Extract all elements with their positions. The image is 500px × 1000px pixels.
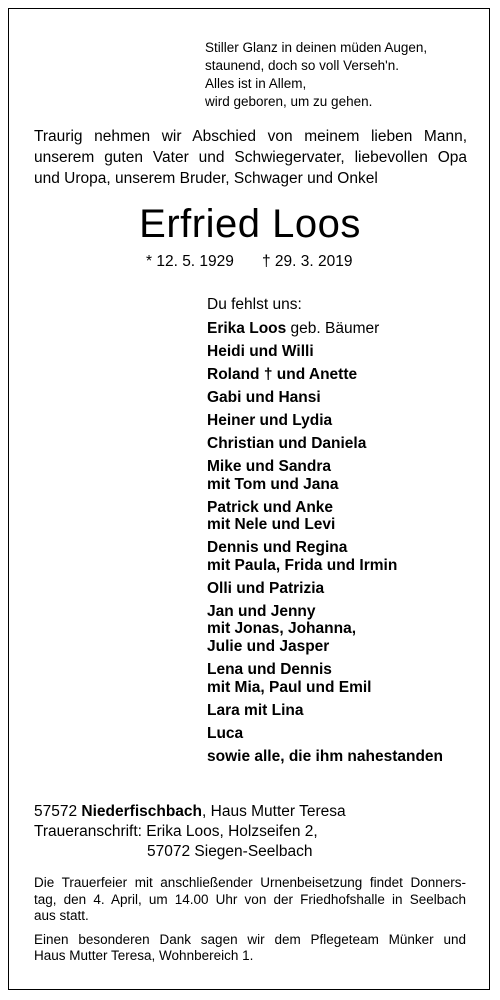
intro-line: und Uropa, unserem Bruder, Schwager und Onkel bbox=[34, 170, 378, 187]
thanks-paragraph bbox=[34, 932, 466, 965]
poem-line: Alles ist in Allem, bbox=[205, 76, 307, 91]
mourner-group bbox=[207, 499, 443, 534]
poem-line: Stiller Glanz in deinen müden Augen, bbox=[205, 40, 428, 55]
mourner-line: Patrick und Anke bbox=[207, 498, 334, 516]
mourner-group bbox=[207, 702, 443, 720]
mourner-group bbox=[207, 725, 443, 743]
mourner-group bbox=[207, 435, 443, 453]
mourning-city: 57072 Siegen-Seelbach bbox=[147, 843, 313, 860]
mourner-group bbox=[207, 343, 443, 361]
mourner-line: mit Jonas, Johanna, bbox=[207, 620, 357, 638]
mourner-group bbox=[207, 366, 443, 384]
mourner-line: sowie alle, die ihm nahestanden bbox=[207, 747, 444, 765]
wife-maiden-name: geb. Bäumer bbox=[286, 319, 380, 337]
location-line bbox=[34, 802, 346, 822]
mourner-line: Mike und Sandra bbox=[207, 458, 332, 476]
mourning-address: Traueranschrift: Erika Loos, Holzseifen 2, bbox=[34, 823, 318, 840]
place-name: , Haus Mutter Teresa bbox=[202, 803, 346, 820]
mourner-group bbox=[207, 580, 443, 598]
address-block bbox=[34, 802, 346, 862]
notice-line: aus statt. bbox=[34, 908, 89, 923]
mourner-group bbox=[207, 389, 443, 407]
mourner-line: Roland † und Anette bbox=[207, 365, 358, 383]
mourner-line: mit Tom und Jana bbox=[207, 475, 339, 493]
postcode: 57572 bbox=[34, 803, 82, 820]
mourner-group bbox=[207, 661, 443, 696]
wife-name: Erika Loos bbox=[207, 319, 287, 337]
notice-line: Haus Mutter Teresa, Wohnbereich 1. bbox=[34, 948, 254, 963]
mourner-line: Christian und Daniela bbox=[207, 434, 367, 452]
mourner-group bbox=[207, 412, 443, 430]
intro-text bbox=[34, 126, 467, 189]
mourner-line: Lara mit Lina bbox=[207, 701, 304, 719]
mourner-line: Jan und Jenny bbox=[207, 602, 316, 620]
mourner-line bbox=[207, 320, 443, 338]
mourner-line: mit Nele und Levi bbox=[207, 516, 336, 534]
notice-text bbox=[34, 875, 466, 965]
birth-date: * 12. 5. 1929 bbox=[146, 253, 234, 270]
death-date: † 29. 3. 2019 bbox=[262, 253, 353, 270]
notice-line: Die Trauerfeier mit anschließender Urnenbeisetzung findet Donners- bbox=[34, 875, 466, 890]
notice-line: Einen besonderen Dank sagen wir dem Pflegeteam Münker und bbox=[34, 931, 466, 947]
mourner-line: Olli und Patrizia bbox=[207, 579, 325, 597]
mourner-line: mit Paula, Frida und Irmin bbox=[207, 556, 398, 574]
mourner-line: Dennis und Regina bbox=[207, 539, 348, 557]
mourners-list bbox=[207, 296, 443, 771]
town-name: Niederfischbach bbox=[81, 803, 203, 820]
intro-line: unserem guten Vater und Schwiegervater, liebevollen Opa bbox=[34, 149, 467, 166]
mourner-line: mit Mia, Paul und Emil bbox=[207, 678, 372, 696]
mourner-line: Heidi und Willi bbox=[207, 342, 314, 360]
poem-verse bbox=[205, 39, 427, 111]
deceased-name: Erfried Loos bbox=[139, 202, 361, 246]
mourner-group bbox=[207, 539, 443, 574]
mourner-line: Gabi und Hansi bbox=[207, 388, 321, 406]
mourner-line: Lena und Dennis bbox=[207, 661, 332, 679]
ceremony-paragraph bbox=[34, 875, 466, 925]
mourners-heading: Du fehlst uns: bbox=[207, 296, 302, 313]
mourner-groups bbox=[207, 343, 443, 766]
mourner-group bbox=[207, 320, 443, 338]
poem-line: staunend, doch so voll Verseh'n. bbox=[205, 58, 399, 73]
notice-line: tag, den 4. April, um 14.00 Uhr von der Friedhofshalle in Seelbach bbox=[34, 891, 466, 907]
mourner-group bbox=[207, 603, 443, 656]
mourner-line: Heiner und Lydia bbox=[207, 411, 333, 429]
mourner-group bbox=[207, 748, 443, 766]
mourner-line: Julie und Jasper bbox=[207, 637, 330, 655]
intro-line: Traurig nehmen wir Abschied von meinem lieben Mann, bbox=[34, 128, 467, 145]
mourner-line: Luca bbox=[207, 724, 244, 742]
poem-line: wird geboren, um zu gehen. bbox=[205, 94, 373, 109]
mourner-group bbox=[207, 458, 443, 493]
